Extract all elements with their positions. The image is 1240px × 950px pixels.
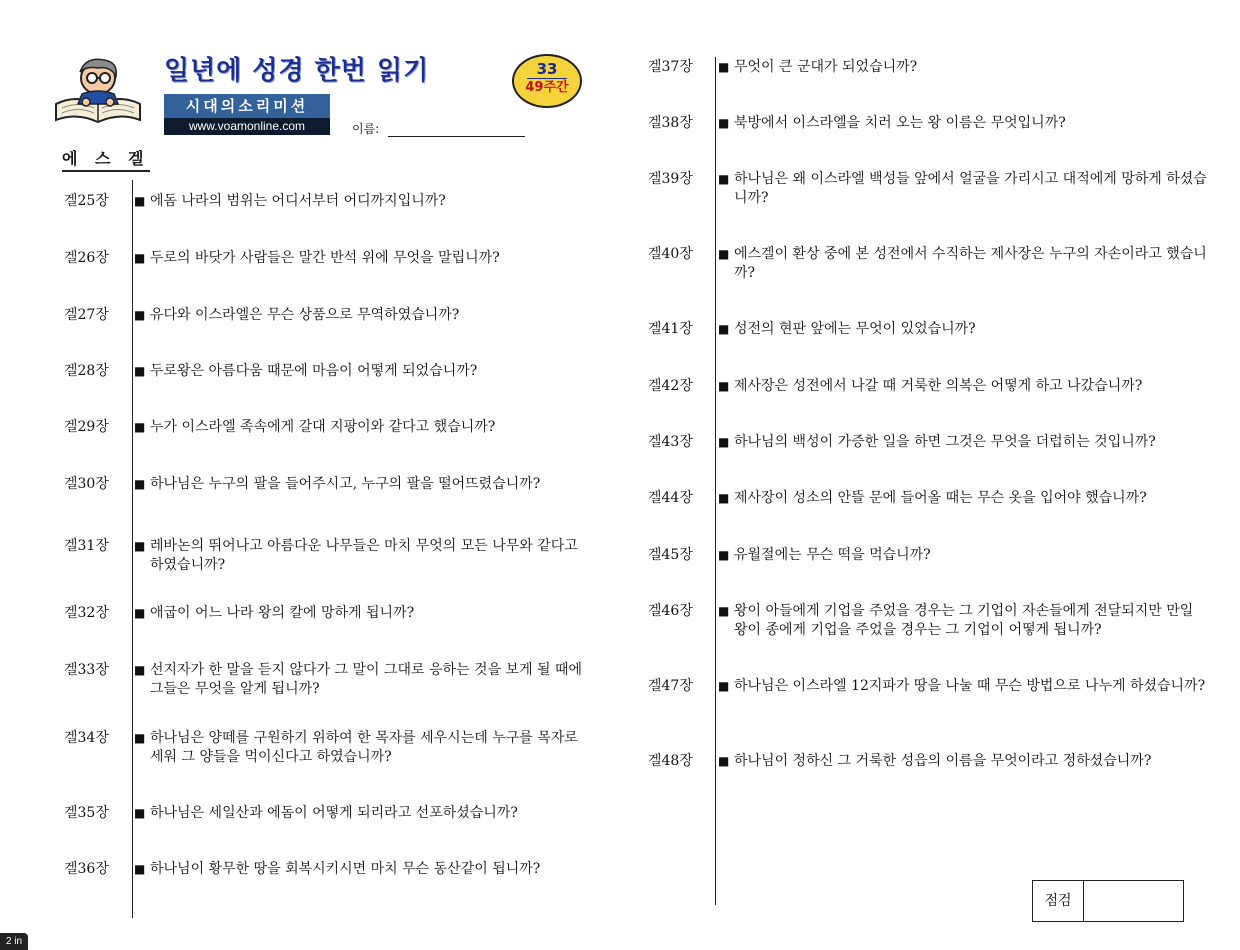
badge-number: 33 <box>527 61 567 79</box>
bullet-icon: ■ <box>134 251 146 265</box>
bullet-icon: ■ <box>718 754 730 768</box>
reading-man-illustration <box>52 54 144 126</box>
question-text: 하나님이 정하신 그 거룩한 성읍의 이름을 무엇이라고 정하셨습니까? <box>734 753 1152 769</box>
question-row <box>64 249 594 268</box>
question-text: 누가 이스라엘 족속에게 갈대 지팡이와 같다고 했습니까? <box>150 419 496 435</box>
chapter-label: 겔43장 <box>648 434 693 450</box>
bullet-icon: ■ <box>718 379 730 393</box>
chapter-label: 겔46장 <box>648 603 693 619</box>
question-text: 성전의 현판 앞에는 무엇이 있었습니까? <box>734 321 976 337</box>
bullet-icon: ■ <box>718 679 730 693</box>
question-row <box>648 245 1208 283</box>
question-row <box>64 661 594 699</box>
chapter-label: 겔36장 <box>64 861 109 877</box>
page-title: 일년에 성경 한번 읽기 <box>164 56 430 86</box>
question-text: 유다와 이스라엘은 무슨 상품으로 무역하였습니까? <box>150 307 460 323</box>
chapter-label: 겔41장 <box>648 321 693 337</box>
bullet-icon: ■ <box>718 435 730 449</box>
question-text: 왕이 아들에게 기업을 주었을 경우는 그 기업이 자손들에게 전달되지만 만일 왕이 종에게 기업을 주었을 경우는 그 기업이 어떻게 됩니까? <box>734 603 1194 638</box>
question-row <box>64 418 594 437</box>
chapter-label: 겔37장 <box>648 59 693 75</box>
chapter-label: 겔33장 <box>64 662 109 678</box>
check-box <box>1032 880 1184 922</box>
check-field[interactable] <box>1084 881 1183 921</box>
chapter-label: 겔28장 <box>64 363 109 379</box>
book-title: 에 스 겔 <box>62 146 150 172</box>
bullet-icon: ■ <box>718 604 730 618</box>
bullet-icon: ■ <box>718 60 730 74</box>
name-label: 이름: <box>352 122 380 136</box>
question-row <box>648 677 1208 696</box>
chapter-label: 겔30장 <box>64 476 109 492</box>
question-text: 하나님은 누구의 팔을 들어주시고, 누구의 팔을 떨어뜨렸습니까? <box>150 476 541 492</box>
chapter-label: 겔35장 <box>64 805 109 821</box>
chapter-label: 겔31장 <box>64 538 109 554</box>
bullet-icon: ■ <box>134 477 146 491</box>
question-text: 에돔 나라의 범위는 어디서부터 어디까지입니까? <box>150 193 446 209</box>
bullet-icon: ■ <box>718 491 730 505</box>
question-row <box>64 729 594 767</box>
chapter-label: 겔45장 <box>648 547 693 563</box>
question-row <box>64 537 594 575</box>
bullet-icon: ■ <box>134 806 146 820</box>
question-row <box>64 362 594 381</box>
question-text: 레바논의 뛰어나고 아름다운 나무들은 마치 무엇의 모든 나무와 같다고 하였습니까? <box>150 538 578 573</box>
chapter-label: 겔40장 <box>648 246 693 262</box>
question-row <box>648 114 1208 133</box>
question-text: 하나님은 세일산과 에돔이 어떻게 되리라고 선포하셨습니까? <box>150 805 518 821</box>
question-row <box>648 377 1208 396</box>
chapter-label: 겔47장 <box>648 678 693 694</box>
question-text: 에스겔이 환상 중에 본 성전에서 수직하는 제사장은 누구의 자손이라고 했습니까? <box>734 246 1207 281</box>
chapter-label: 겔38장 <box>648 115 693 131</box>
chapter-label: 겔26장 <box>64 250 109 266</box>
bullet-icon: ■ <box>134 663 146 677</box>
bullet-icon: ■ <box>134 539 146 553</box>
question-text: 유월절에는 무슨 떡을 먹습니까? <box>734 547 931 563</box>
question-row <box>64 192 594 211</box>
chapter-label: 겔44장 <box>648 490 693 506</box>
question-text: 북방에서 이스라엘을 치러 오는 왕 이름은 무엇입니까? <box>734 115 1066 131</box>
question-text: 하나님의 백성이 가증한 일을 하면 그것은 무엇을 더럽히는 것입니까? <box>734 434 1156 450</box>
badge-week: 49주간 <box>525 80 569 95</box>
chapter-label: 겔29장 <box>64 419 109 435</box>
bullet-icon: ■ <box>718 322 730 336</box>
bullet-icon: ■ <box>718 247 730 261</box>
bullet-icon: ■ <box>718 116 730 130</box>
question-row <box>648 433 1208 452</box>
question-row <box>648 489 1208 508</box>
chapter-label: 겔42장 <box>648 378 693 394</box>
bullet-icon: ■ <box>134 862 146 876</box>
check-label: 점검 <box>1033 881 1084 921</box>
ruler-corner-label: 2 in <box>0 933 28 950</box>
chapter-label: 겔39장 <box>648 171 693 187</box>
question-text: 두로의 바닷가 사람들은 말간 반석 위에 무엇을 말립니까? <box>150 250 500 266</box>
bullet-icon: ■ <box>134 606 146 620</box>
brand-label: 시대의소리미션 <box>164 94 330 118</box>
bullet-icon: ■ <box>134 364 146 378</box>
chapter-label: 겔32장 <box>64 605 109 621</box>
question-row <box>64 804 594 823</box>
question-text: 무엇이 큰 군대가 되었습니까? <box>734 59 918 75</box>
question-text: 하나님이 황무한 땅을 회복시키시면 마치 무슨 동산같이 됩니까? <box>150 861 541 877</box>
question-text: 두로왕은 아름다움 때문에 마음이 어떻게 되었습니까? <box>150 363 478 379</box>
question-row <box>648 170 1208 208</box>
question-text: 선지자가 한 말을 듣지 않다가 그 말이 그대로 응하는 것을 보게 될 때에 그들은 무엇을 알게 됩니까? <box>150 662 583 697</box>
name-field[interactable] <box>388 136 525 137</box>
question-text: 하나님은 이스라엘 12지파가 땅을 나눌 때 무슨 방법으로 나누게 하셨습니까? <box>734 678 1206 694</box>
chapter-label: 겔25장 <box>64 193 109 209</box>
question-text: 하나님은 왜 이스라엘 백성들 앞에서 얼굴을 가리시고 대적에게 망하게 하셨습니까? <box>734 171 1207 206</box>
question-row <box>648 546 1208 565</box>
question-row <box>64 475 594 494</box>
bullet-icon: ■ <box>134 731 146 745</box>
question-row <box>648 58 1208 77</box>
question-row <box>648 320 1208 339</box>
bullet-icon: ■ <box>134 420 146 434</box>
chapter-label: 겔27장 <box>64 307 109 323</box>
question-row <box>64 604 594 623</box>
chapter-label: 겔34장 <box>64 730 109 746</box>
question-row <box>648 752 1208 771</box>
bullet-icon: ■ <box>134 308 146 322</box>
question-row <box>648 602 1208 640</box>
question-row <box>64 306 594 325</box>
bullet-icon: ■ <box>134 194 146 208</box>
question-text: 제사장은 성전에서 나갈 때 거룩한 의복은 어떻게 하고 나갔습니까? <box>734 378 1143 394</box>
question-text: 제사장이 성소의 안뜰 문에 들어올 때는 무슨 옷을 입어야 했습니까? <box>734 490 1147 506</box>
question-text: 애굽이 어느 나라 왕의 칼에 망하게 됩니까? <box>150 605 415 621</box>
week-badge <box>512 54 582 108</box>
website-link[interactable]: www.voamonline.com <box>164 118 330 135</box>
bullet-icon: ■ <box>718 172 730 186</box>
question-text: 하나님은 양떼를 구원하기 위하여 한 목자를 세우시는데 누구를 목자로 세워 그 양들을 먹이신다고 하였습니까? <box>150 730 578 765</box>
question-row <box>64 860 594 879</box>
bullet-icon: ■ <box>718 548 730 562</box>
chapter-label: 겔48장 <box>648 753 693 769</box>
